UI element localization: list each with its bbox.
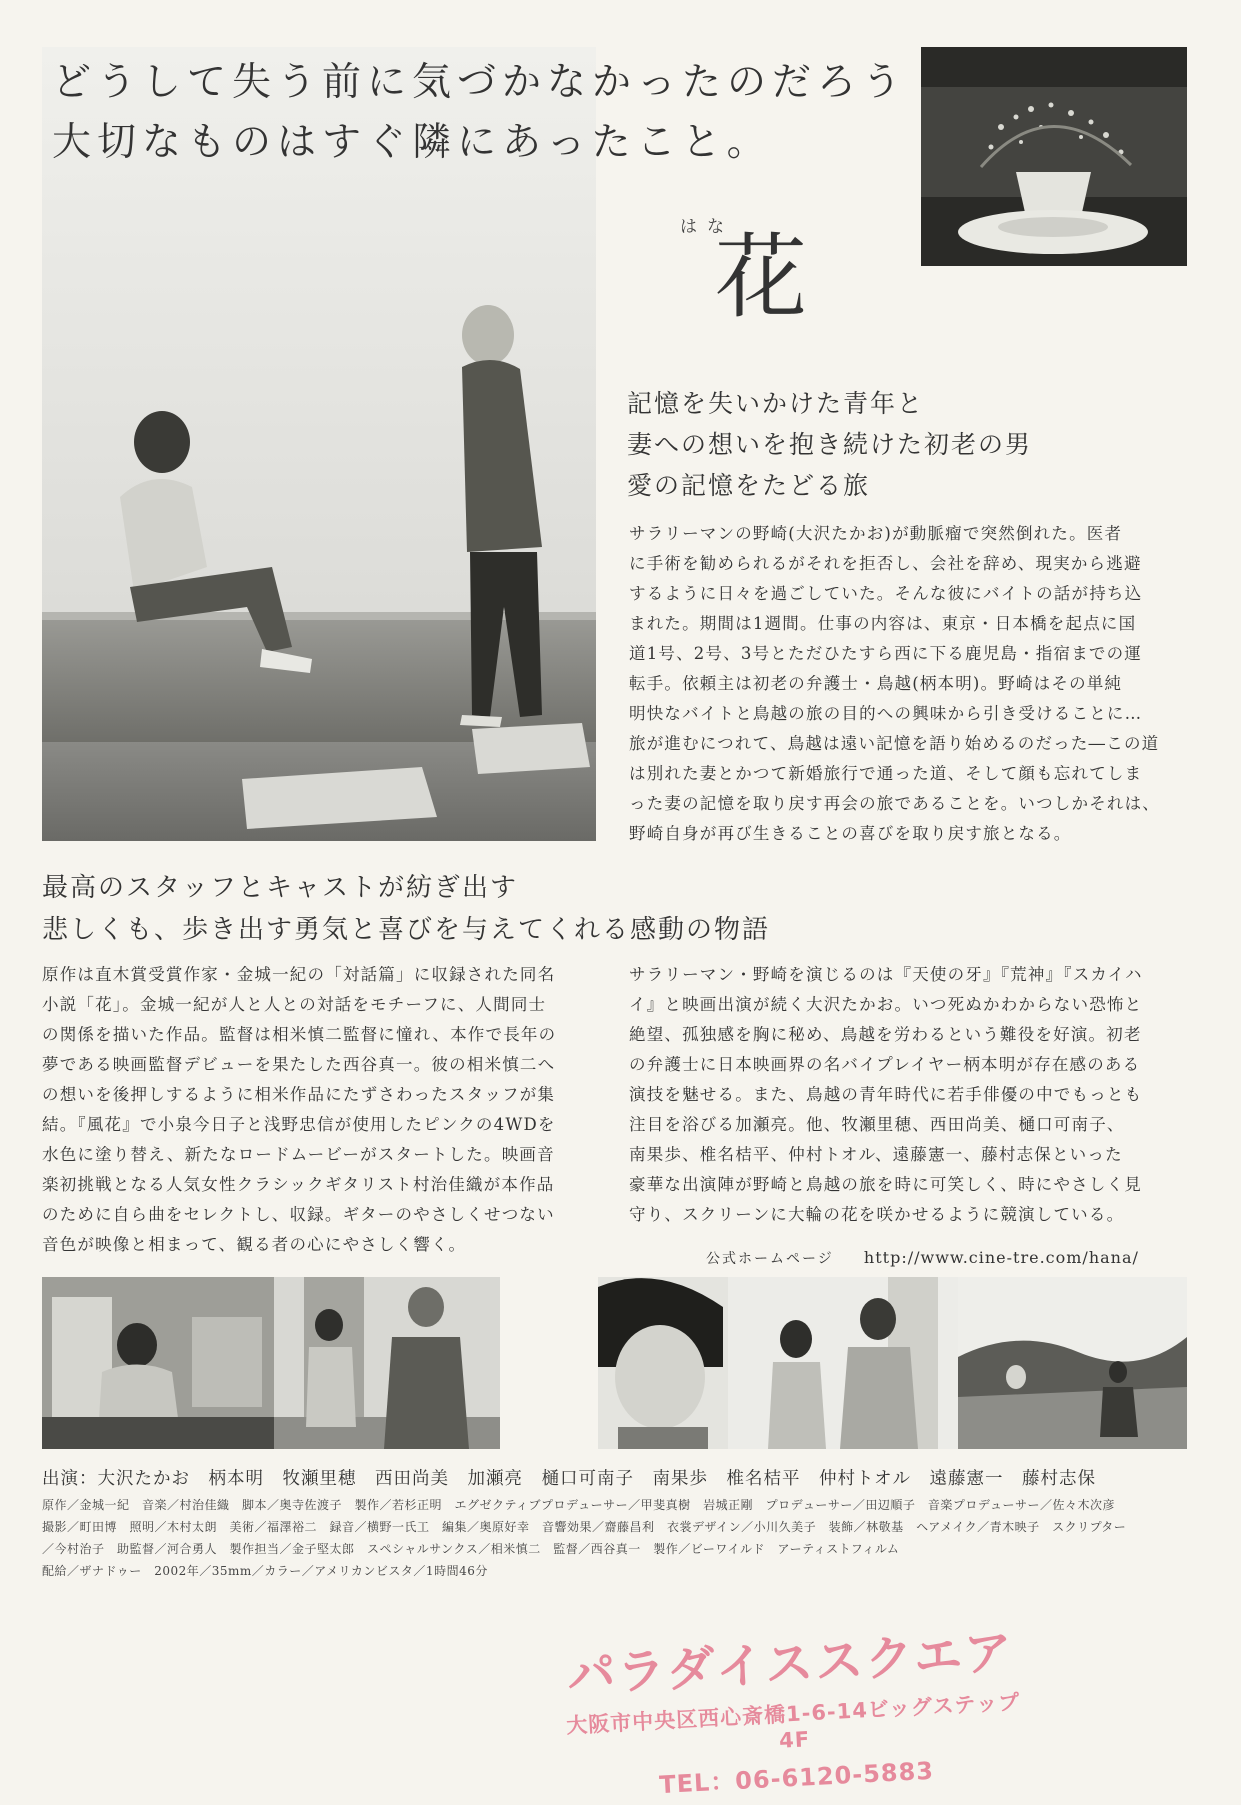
movie-title: 花 xyxy=(715,224,808,331)
homepage-label: 公式ホームページ xyxy=(706,1251,834,1267)
right-column-line: 注目を浴びる加瀬亮。他、牧瀬里穂、西田尚美、樋口可南子、 xyxy=(629,1115,1125,1134)
synopsis-line: に手術を勧められるがそれを拒否し、会社を辞め、現実から逃避 xyxy=(629,554,1142,573)
credits-line: 配給／ザナドゥー 2002年／35mm／カラー／アメリカンビスタ／1時間46分 xyxy=(42,1564,488,1578)
flower-pot-photo xyxy=(921,47,1187,266)
left-column-line: 小説「花」。金城一紀が人と人との対話をモチーフに、人間同士 xyxy=(42,995,547,1014)
title-ruby: はな xyxy=(680,217,734,237)
headline-line-1: どうして失う前に気づかなかったのだろう xyxy=(52,60,908,105)
right-column xyxy=(629,960,1143,1230)
theater-name: パラダイススクエア xyxy=(565,1624,1016,1704)
still-kitchen xyxy=(42,1277,274,1449)
right-column-line: 絶望、孤独感を胸に秘め、鳥越を労わるという難役を好演。初老 xyxy=(629,1025,1142,1044)
right-column-line: 豪華な出演陣が野崎と鳥越の旅を時に可笑しく、時にやさしく見 xyxy=(629,1175,1142,1194)
mid-headline-line-2: 悲しくも、歩き出す勇気と喜びを与えてくれる感動の物語 xyxy=(42,915,771,945)
credits-line: ／今村治子 助監督／河合勇人 製作担当／金子堅太郎 スペシャルサンクス／相米慎二 監督／西谷真一 製作／ビーワイルド アーティストフィルム xyxy=(42,1542,900,1556)
flower-pot-illustration xyxy=(921,47,1187,266)
synopsis-line: 転手。依頼主は初老の弁護士・鳥越(柄本明)。野崎はその単純 xyxy=(629,674,1123,693)
theater-phone: TEL：06-6120-5883 xyxy=(658,1756,935,1800)
homepage-url[interactable]: http://www.cine-tre.com/hana/ xyxy=(863,1248,1139,1267)
synopsis-line: するように日々を過ごしていた。そんな彼にバイトの話が持ち込 xyxy=(629,584,1143,603)
left-column-line: 楽初挑戦となる人気女性クラシックギタリスト村治佳織が本作品 xyxy=(42,1175,555,1194)
synopsis-line: まれた。期間は1週間。仕事の内容は、東京・日本橋を起点に国 xyxy=(629,614,1137,633)
synopsis-line: 旅が進むにつれて、鳥越は遠い記憶を語り始めるのだった―この道 xyxy=(629,734,1160,753)
synopsis-line: サラリーマンの野崎(大沢たかお)が動脈瘤で突然倒れた。医者 xyxy=(629,524,1123,543)
right-column-line: の弁護士に日本映画界の名バイプレイヤー柄本明が存在感のある xyxy=(629,1055,1141,1074)
synopsis xyxy=(629,519,1194,849)
still-field-illustration xyxy=(958,1277,1187,1449)
still-couple xyxy=(728,1277,958,1449)
headline-line-2: 大切なものはすぐ隣にあったこと。 xyxy=(52,120,772,165)
left-column-line: 結。『風花』で小泉今日子と浅野忠信が使用したピンクの4WDを xyxy=(42,1115,556,1134)
still-couple-illustration xyxy=(728,1277,958,1449)
tagline-line-3: 愛の記憶をたどる旅 xyxy=(627,471,871,500)
mid-headline-line-1: 最高のスタッフとキャストが紡ぎ出す xyxy=(42,873,519,903)
mid-headline xyxy=(42,867,770,951)
synopsis-line: 野崎自身が再び生きることの喜びを取り戻す旅となる。 xyxy=(629,824,1072,843)
still-seaside-illustration xyxy=(274,1277,500,1449)
still-field xyxy=(958,1277,1187,1449)
right-column-line: サラリーマン・野崎を演じるのは『天使の牙』『荒神』『スカイハ xyxy=(629,965,1143,984)
theater-stamp xyxy=(559,1613,1027,1805)
still-young-man xyxy=(598,1277,728,1449)
right-column-line: 南果歩、椎名桔平、仲村トオル、遠藤憲一、藤村志保といった xyxy=(629,1145,1123,1164)
tagline xyxy=(627,383,1032,506)
theater-address: 大阪市中央区西心斎橋1-6-14ビッグステップ4F xyxy=(565,1690,1021,1753)
credits xyxy=(42,1494,1192,1582)
synopsis-line: 道1号、2号、3号とただひたすら西に下る鹿児島・指宿までの運 xyxy=(629,644,1142,663)
left-column-line: 水色に塗り替え、新たなロードムービーがスタートした。映画音 xyxy=(42,1145,555,1164)
left-column-line: 夢である映画監督デビューを果たした西谷真一。彼の相米慎二へ xyxy=(42,1055,556,1074)
right-column-line: 演技を魅せる。また、鳥越の青年時代に若手俳優の中でもっとも xyxy=(629,1085,1143,1104)
left-column xyxy=(42,960,556,1260)
still-seaside xyxy=(274,1277,500,1449)
left-column-line: の想いを後押しするように相米作品にたずさわったスタッフが集 xyxy=(42,1085,556,1104)
homepage xyxy=(706,1248,1139,1268)
credits-line: 撮影／町田博 照明／木村太朗 美術／福澤裕二 録音／横野一氏工 編集／奥原好幸 音響効果／齋藤昌利 衣裳デザイン／小川久美子 装飾／林敬基 ヘアメイク／青木映子 スクリプター xyxy=(42,1520,1127,1534)
left-column-line: のために自ら曲をセレクトし、収録。ギターのやさしくせつない xyxy=(42,1205,555,1224)
synopsis-line: 明快なバイトと鳥越の旅の目的への興味から引き受けることに… xyxy=(629,704,1143,723)
right-column-line: 守り、スクリーンに大輪の花を咲かせるように競演している。 xyxy=(629,1205,1125,1224)
cast-line: 出演：大沢たかお 柄本明 牧瀬里穂 西田尚美 加瀬亮 樋口可南子 南果歩 椎名桔平 仲村トオル 遠藤憲一 藤村志保 xyxy=(42,1469,1096,1489)
right-column-line: イ』と映画出演が続く大沢たかお。いつ死ぬかわからない恐怖と xyxy=(629,995,1143,1014)
synopsis-line: は別れた妻とかつて新婚旅行で通った道、そして顔も忘れてしま xyxy=(629,764,1143,783)
left-column-line: 音色が映像と相まって、観る者の心にやさしく響く。 xyxy=(42,1235,467,1254)
credits-line: 原作／金城一紀 音楽／村治佳織 脚本／奥寺佐渡子 製作／若杉正明 エグゼクティブプロデューサー／甲斐真樹 岩城正剛 プロデューサー／田辺順子 音楽プロデューサー／佐々木次彦 xyxy=(42,1498,1115,1512)
tagline-line-1: 記憶を失いかけた青年と xyxy=(627,389,925,418)
still-young-man-illustration xyxy=(598,1277,728,1449)
left-column-line: 原作は直木賞受賞作家・金城一紀の「対話篇」に収録された同名 xyxy=(42,965,556,984)
tagline-line-2: 妻への想いを抱き続けた初老の男 xyxy=(627,430,1033,459)
left-column-line: の関係を描いた作品。監督は相米慎二監督に憧れ、本作で長年の xyxy=(42,1025,557,1044)
still-kitchen-illustration xyxy=(42,1277,274,1449)
synopsis-line: った妻の記憶を取り戻す再会の旅であることを。いつしかそれは、 xyxy=(629,794,1160,813)
